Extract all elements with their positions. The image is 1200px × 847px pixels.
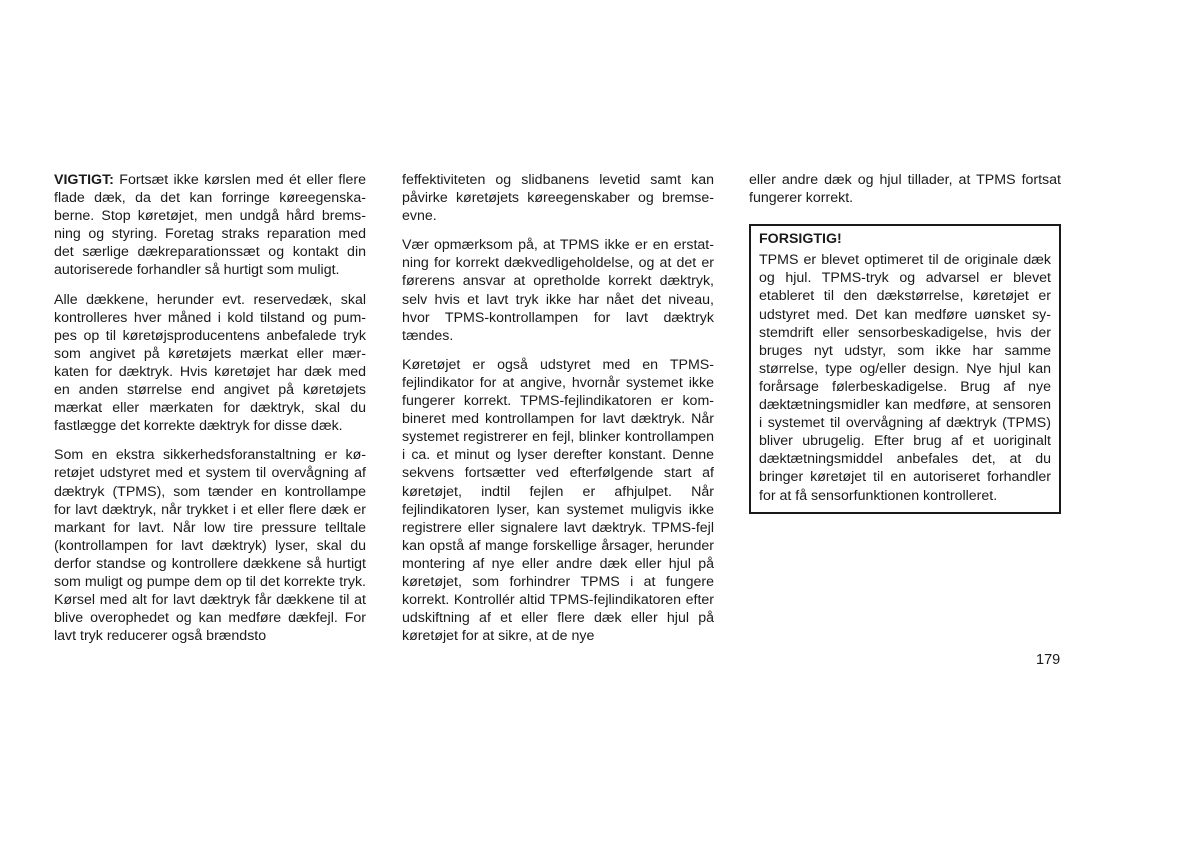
paragraph-tpms-note: Vær opmærksom på, at TPMS ikke er en erstatning for korrekt dækvedligeholdelse, og at det er førerens ansvar at opretholde korrekt dæktryk, selv hvis et lavt tryk ikke har nået det niveau, hvor TPMS-kontrollampen for lavt dæktryk tændes. — [402, 237, 714, 344]
warning-lead: VIGTIGT: — [54, 172, 114, 188]
caution-text: TPMS er blevet optimeret til de originale dæk og hjul. TPMS-tryk og advarsel er blevet etableret til den dækstørrelse, køretøjet er udstyret med. Det kan medføre uønsket systemdrift eller sensorbeskadigelse, hvis der bruges nyt udstyr, som ikke har samme størrelse, type og/eller design. Nye hjul kan forårsage følerbeskadigelse. Brug af nye dæktætningsmidler kan medføre, at sensoren i systemet til overvågning af dæktryk (TPMS) bliver ubrugelig. Efter brug af et uoriginalt dæktætningsmiddel anbefales det, at du bringer køretøjet til en autoriseret forhandler for at få sensorfunktionen kontrolleret. — [759, 252, 1051, 504]
warning-paragraph — [54, 171, 366, 280]
paragraph-tpms-intro: Som en ekstra sikkerhedsforanstaltning er køretøjet udstyret med et system til overvågning af dæktryk (TPMS), som tænder en kontrollampe for lavt dæktryk, når trykket i et eller flere dæk er markant for lavt. Når low tire pressure telltale (kontrollampen for lavt dæktryk) lyser, skal du derfor standse og kontrollere dækkene så hurtigt som muligt og pumpe dem op til det korrekte tryk. Kørsel med alt for lavt dæktryk får dækkene til at blive overophedet og kan medføre dækfejl. For lavt tryk reducerer også brændsto — [54, 447, 366, 645]
text-column-left — [54, 171, 366, 656]
caution-box — [749, 224, 1061, 513]
page-number: 179 — [1036, 652, 1061, 668]
paragraph-continuation-right: eller andre dæk og hjul tillader, at TPMS fortsat fungerer korrekt. — [749, 172, 1061, 207]
paragraph-tire-check: Alle dækkene, herunder evt. reservedæk, skal kontrolleres hver måned i kold tilstand og pumpes op til køretøjsproducentens anbefalede tryk som angivet på køretøjets mærkat eller mærkaten for dæktryk. Hvis køretøjet har dæk med en anden størrelse end angivet på køretøjets mærkat eller mærkaten for dæktryk, skal du fastlægge det korrekte dæktryk for disse dæk. — [54, 291, 366, 435]
paragraph-continuation: feffektiviteten og slidbanens levetid samt kan påvirke køretøjets køreegenskaber og bremseevne. — [402, 172, 714, 225]
caution-title: FORSIGTIG! — [759, 231, 842, 248]
paragraph-malfunction-indicator: Køretøjet er også udstyret med en TPMS-fejlindikator for at angive, hvornår systemet ikke fungerer korrekt. TPMS-fejlindikatoren er kombineret med kontrollampen for lavt dæktryk. Når systemet registrerer en fejl, blinker kontrollampen i ca. et minut og lyser derefter konstant. Denne sekvens fortsætter ved efterfølgende start af køretøjet, indtil fejlen er afhjulpet. Når fejlindikatoren lyser, kan systemet muligvis ikke registrere eller signalere lavt dæktryk. TPMS-fejl kan opstå af mange forskellige årsager, herunder montering af nye eller andre dæk eller hjul på køretøjet, som forhindrer TPMS i at fungere korrekt. Kontrollér altid TPMS-fejlindikatoren efter udskiftning af et eller flere dæk eller hjul på køretøjet for at sikre, at de nye — [402, 356, 714, 645]
warning-text: Fortsæt ikke kørslen med ét eller flere flade dæk, da det kan forringe køreegenskaberne. Stop køretøjet, men undgå hård bremsning og styring. Foretag straks reparation med det særlige dækreparationssæt og kontakt din autoriserede forhandler så hurtigt som muligt. — [54, 172, 366, 279]
text-column-middle — [402, 171, 714, 656]
text-column-right — [749, 171, 1061, 514]
